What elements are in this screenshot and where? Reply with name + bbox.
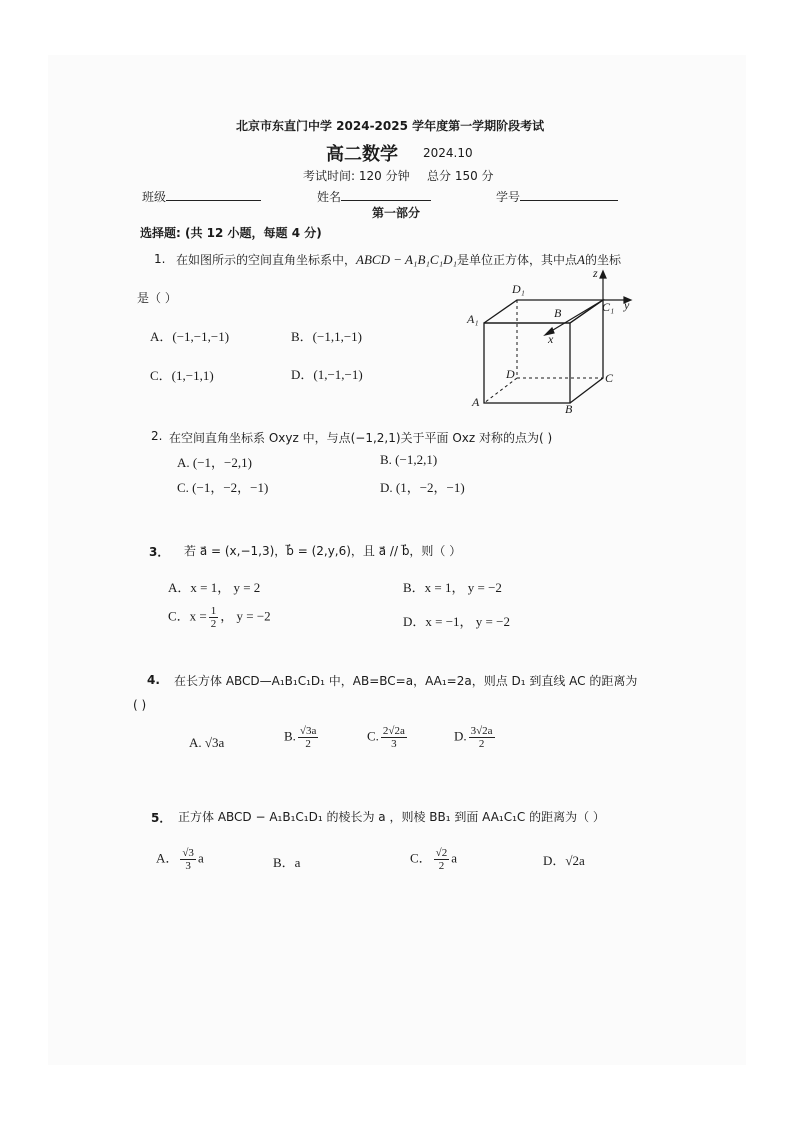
class-blank[interactable] [166, 200, 261, 201]
q5-option-c-tail: a [451, 850, 457, 866]
class-field[interactable] [142, 188, 261, 205]
q2-option-c[interactable]: C. (−1，−2，−1) [177, 480, 269, 495]
q3-option-b[interactable]: B．x = 1， y = −2 [403, 580, 502, 595]
q4-option-d[interactable] [454, 725, 497, 750]
q3-option-c[interactable] [168, 605, 271, 630]
label-d: D [506, 367, 515, 381]
fraction-denominator: 2 [305, 738, 311, 750]
q5-option-c[interactable] [410, 847, 457, 872]
label-b: B [565, 402, 573, 416]
fraction-numerator: √3a [299, 725, 317, 737]
q3-option-a[interactable]: A．x = 1， y = 2 [168, 580, 261, 595]
q4-option-b[interactable] [284, 725, 320, 750]
q1-option-a[interactable]: A．(−1,−1,−1) [150, 329, 230, 344]
q3-option-c-suffix: ， y = −2 [220, 608, 271, 624]
q4-number: 4. [147, 673, 160, 687]
id-field[interactable] [496, 188, 618, 205]
section-title: 选择题: (共 12 小题，每题 4 分) [140, 226, 322, 240]
q4-option-c-label: C. [367, 728, 379, 744]
q1-stem-part: 是单位正方体，其中点 [457, 253, 578, 267]
cube-top-face [484, 300, 603, 323]
q4-option-c[interactable] [367, 725, 409, 750]
q4-option-a[interactable]: A. √3a [189, 735, 225, 750]
part-title: 第一部分 [372, 206, 421, 220]
label-d1: D₁ [512, 282, 525, 296]
label-b1: B [554, 306, 562, 320]
cube-front-face [484, 323, 570, 403]
fraction-denominator: 2 [438, 860, 445, 872]
q5-stem: 正方体 ABCD − A₁B₁C₁D₁ 的棱长为 a ，则棱 BB₁ 到面 AA₁C₁C 的距离为（ ） [178, 810, 605, 824]
label-c1: C₁ [602, 300, 615, 314]
q2-number: 2. [151, 429, 163, 443]
subject-title: 高二数学 [326, 144, 398, 165]
fraction-denominator: 3 [185, 860, 191, 872]
q3-stem: 若 a⃗ = (x,−1,3)，b⃗ = (2,y,6)，且 a⃗ // b⃗，则（ ） [184, 544, 462, 558]
q4-stem: 在长方体 ABCD—A₁B₁C₁D₁ 中，AB=BC=a，AA₁=2a，则点 D₁ 到直线 AC 的距离为 [174, 674, 638, 688]
q4-option-c-fraction [381, 725, 407, 750]
cube-right-face [570, 300, 603, 403]
z-arrow [600, 271, 606, 278]
q1-option-c[interactable]: C．(1,−1,1) [150, 368, 214, 383]
q3-option-c-fraction [209, 605, 219, 630]
q5-option-a-tail: a [197, 850, 204, 866]
q4-option-d-label: D. [454, 728, 467, 744]
q1-number: 1. [154, 252, 166, 266]
name-label: 姓名 [317, 190, 342, 204]
q1-stem-line2: 是（ ） [137, 291, 177, 305]
q1-stem-math: ABCD − A₁B₁C₁D₁ [356, 252, 458, 267]
q4-option-d-fraction [469, 725, 495, 750]
fraction-numerator: √2 [435, 847, 448, 859]
fraction-numerator: √3 [182, 847, 194, 859]
fraction-denominator: 2 [210, 618, 217, 630]
fraction-denominator: 2 [478, 738, 485, 750]
q4-option-b-label: B. [284, 728, 296, 744]
q1-stem-point: A [577, 252, 585, 267]
fraction-numerator: 1 [210, 605, 217, 617]
q3-number: 3． [149, 545, 170, 559]
exam-time: 考试时间: 120 分钟 [303, 169, 410, 183]
cube-figure [462, 265, 642, 420]
q3-option-c-prefix: C．x = [168, 608, 207, 624]
fraction-numerator: 3√2a [470, 725, 493, 737]
q5-number: 5． [151, 811, 172, 825]
q2-option-a[interactable]: A. (−1，−2,1) [177, 455, 252, 470]
q5-option-d[interactable]: D．√2a [543, 853, 585, 868]
q5-option-a-label: A． [156, 850, 179, 866]
label-a: A [472, 395, 480, 409]
q2-stem: 在空间直角坐标系 Oxyz 中，与点(−1,2,1)关于平面 Oxz 对称的点为( ) [169, 431, 553, 445]
fraction-numerator: 2√2a [382, 725, 405, 737]
q5-option-b[interactable]: B．a [273, 855, 301, 870]
id-blank[interactable] [520, 200, 618, 201]
total-score: 总分 150 分 [427, 169, 494, 183]
q5-option-a[interactable] [156, 847, 204, 872]
id-label: 学号 [496, 190, 521, 204]
label-c: C [605, 371, 614, 385]
q4-option-b-fraction [298, 725, 318, 750]
fraction-denominator: 3 [391, 738, 397, 750]
exam-title: 北京市东直门中学 2024-2025 学年度第一学期阶段考试 [236, 119, 545, 133]
name-field[interactable] [317, 188, 431, 205]
q1-option-b[interactable]: B．(−1,1,−1) [291, 329, 362, 344]
q1-stem-part: 在如图所示的空间直角坐标系中， [176, 253, 357, 267]
label-a1: A₁ [467, 312, 479, 326]
q2-option-d[interactable]: D. (1，−2，−1) [380, 480, 465, 495]
label-y: y [624, 298, 630, 312]
q1-option-d[interactable]: D．(1,−1,−1) [291, 367, 363, 382]
q5-option-a-fraction [180, 847, 196, 872]
hidden-edge [484, 378, 517, 403]
q5-option-c-label: C． [410, 850, 432, 866]
label-x: x [548, 332, 554, 346]
name-blank[interactable] [341, 200, 431, 201]
q3-option-d[interactable]: D．x = −1， y = −2 [403, 614, 510, 629]
label-z: z [593, 266, 598, 280]
q2-option-b[interactable]: B. (−1,2,1) [380, 452, 438, 467]
exam-date: 2024.10 [423, 146, 473, 160]
q5-option-c-fraction [434, 847, 450, 872]
q1-stem-part: 的坐标 [584, 253, 621, 267]
q4-paren: ( ) [133, 698, 147, 712]
class-label: 班级 [142, 190, 167, 204]
